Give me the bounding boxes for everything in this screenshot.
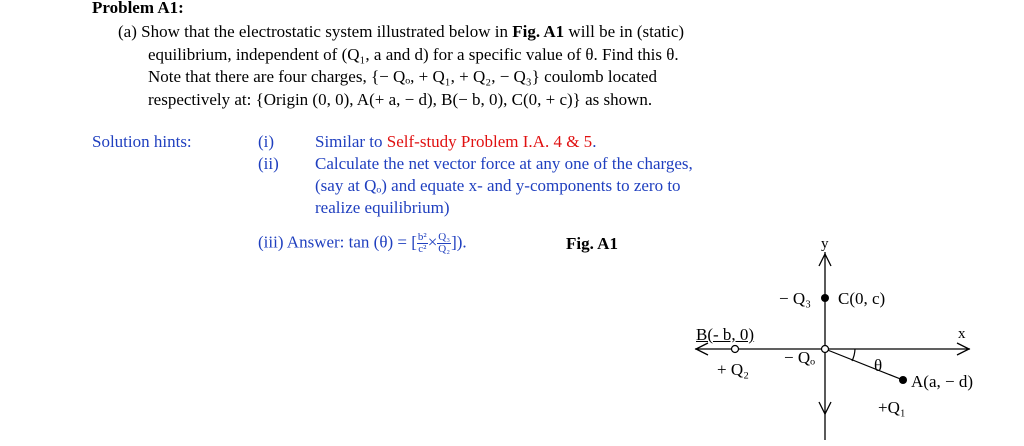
fraction-2-denominator: Q₂ xyxy=(438,243,451,255)
point-a-dot xyxy=(899,376,907,384)
hint-i-number: (i) xyxy=(258,132,275,151)
origin-dot xyxy=(822,346,829,353)
figure-caption: Fig. A1 xyxy=(566,234,618,253)
problem-title: Problem A1: xyxy=(92,0,184,17)
charge-b-label: + Q₂ xyxy=(717,360,750,379)
times-symbol: × xyxy=(427,232,438,252)
charge-origin-label: − Qₒ xyxy=(784,348,816,367)
charge-a-label: +Q₁ xyxy=(878,398,906,417)
hints-label: Solution hints: xyxy=(92,132,192,151)
point-a-label: A(a, − d) xyxy=(911,372,973,391)
hint-ii-line-2: (say at Qₒ) and equate x- and y-components to zero to xyxy=(315,176,681,195)
hint-ii-line-1: Calculate the net vector force at any one of the charges, xyxy=(315,154,693,173)
answer-suffix: ]). xyxy=(451,232,467,252)
point-b-dot xyxy=(732,346,739,353)
point-c-dot xyxy=(821,294,829,302)
problem-line-1-text: (a) Show that the electrostatic system illustrated below in xyxy=(118,22,513,41)
point-c-label: C(0, c) xyxy=(838,289,886,308)
angle-theta-label: θ xyxy=(874,356,883,375)
hint-ii-number: (ii) xyxy=(258,154,279,173)
problem-line-4: respectively at: {Origin (0, 0), A(+ a, − d), B(− b, 0), C(0, + c)} as shown. xyxy=(148,90,653,109)
hint-i-reference: Self-study Problem I.A. 4 & 5 xyxy=(386,132,593,151)
problem-line-1-end: will be in (static) xyxy=(564,22,685,41)
charge-c-label: − Q₃ xyxy=(779,289,812,308)
angle-arc xyxy=(852,349,855,361)
point-b-label: B(- b, 0) xyxy=(696,325,755,344)
line-origin-to-a xyxy=(825,349,903,380)
problem-line-3: Note that there are four charges, {− Qₒ, + Q₁, + Q₂, − Q₃} coulomb located xyxy=(148,67,657,86)
fraction-2-numerator: Q₃ xyxy=(438,231,451,243)
answer-prefix: (iii) Answer: tan (θ) = [ xyxy=(258,232,417,252)
fraction-1-numerator: b² xyxy=(417,231,427,243)
x-axis-label: x xyxy=(958,326,966,342)
hint-i-prefix: Similar to xyxy=(315,132,387,151)
figure-reference: Fig. A1 xyxy=(512,22,565,41)
y-axis-label: y xyxy=(821,236,829,252)
hint-ii-line-3: realize equilibrium) xyxy=(315,198,450,217)
problem-line-2: equilibrium, independent of (Q₁, a and d) for a specific value of θ. Find this θ. xyxy=(148,45,679,64)
fraction-1-denominator: c² xyxy=(418,243,427,255)
hint-i-suffix: . xyxy=(592,132,597,151)
